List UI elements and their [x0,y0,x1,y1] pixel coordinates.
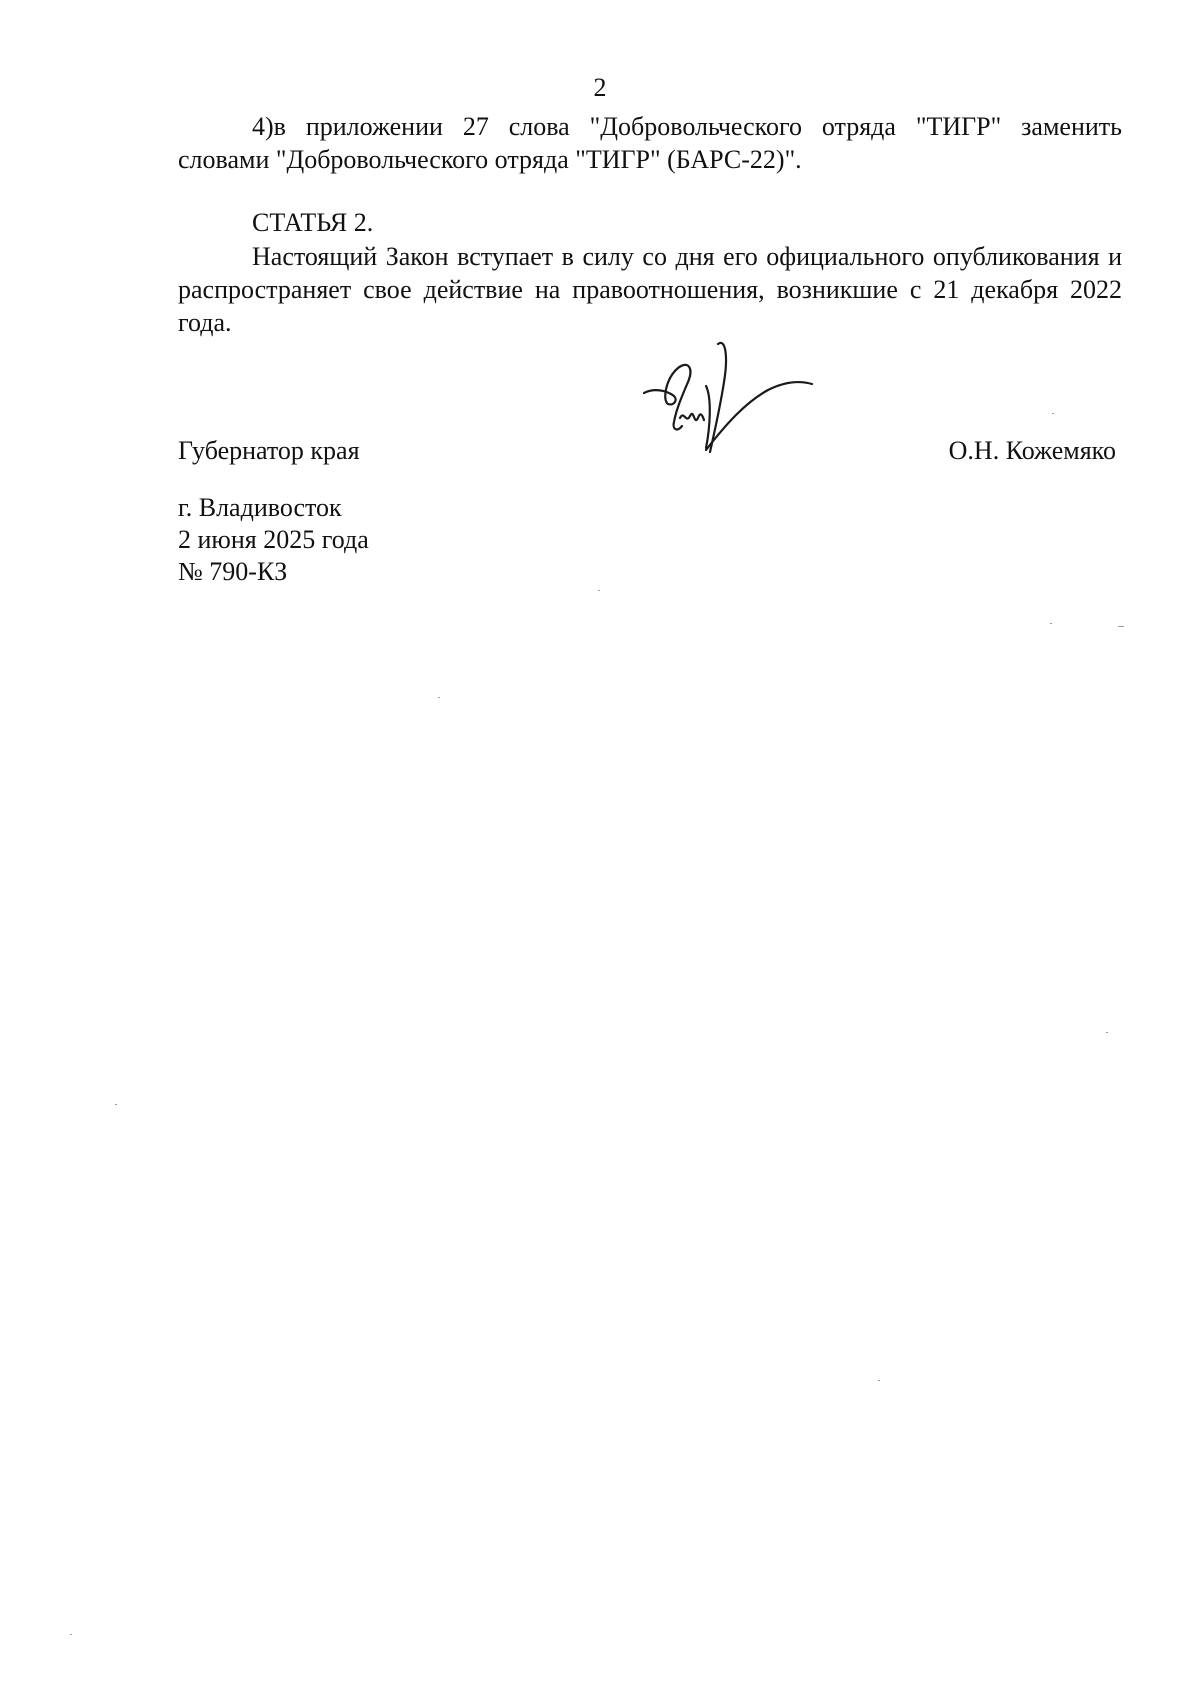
scan-speck [1106,1032,1108,1033]
scan-speck [438,697,440,698]
scan-speck [878,1380,880,1381]
article-heading: СТАТЬЯ 2. [252,208,374,237]
scan-speck [1052,413,1054,414]
amendment-paragraph: 4)в приложении 27 слова "Добровольческого отряда "ТИГР" заменить словами "Добровольческого отряда "ТИГР" (БАРС-22)". [178,112,1122,174]
page-number: 2 [593,73,607,102]
signer-title: Губернатор края [178,436,360,465]
signer-name: О.Н. Кожемяко [948,436,1116,465]
document-footer [178,492,369,588]
footer-number: № 790-КЗ [178,557,288,586]
scan-speck [115,1104,117,1105]
scan-speck [598,590,600,591]
scan-speck [1050,623,1052,624]
entry-into-force-paragraph: Настоящий Закон вступает в силу со дня его официального опубликования и распространяет свое действие на правоотношения, возникшие с 21 декабря 2022 года. [178,242,1122,337]
handwritten-signature [636,338,836,488]
scan-speck [70,1634,72,1635]
scan-speck [1118,626,1124,627]
footer-date: 2 июня 2025 года [178,525,369,554]
footer-city: г. Владивосток [178,493,342,522]
